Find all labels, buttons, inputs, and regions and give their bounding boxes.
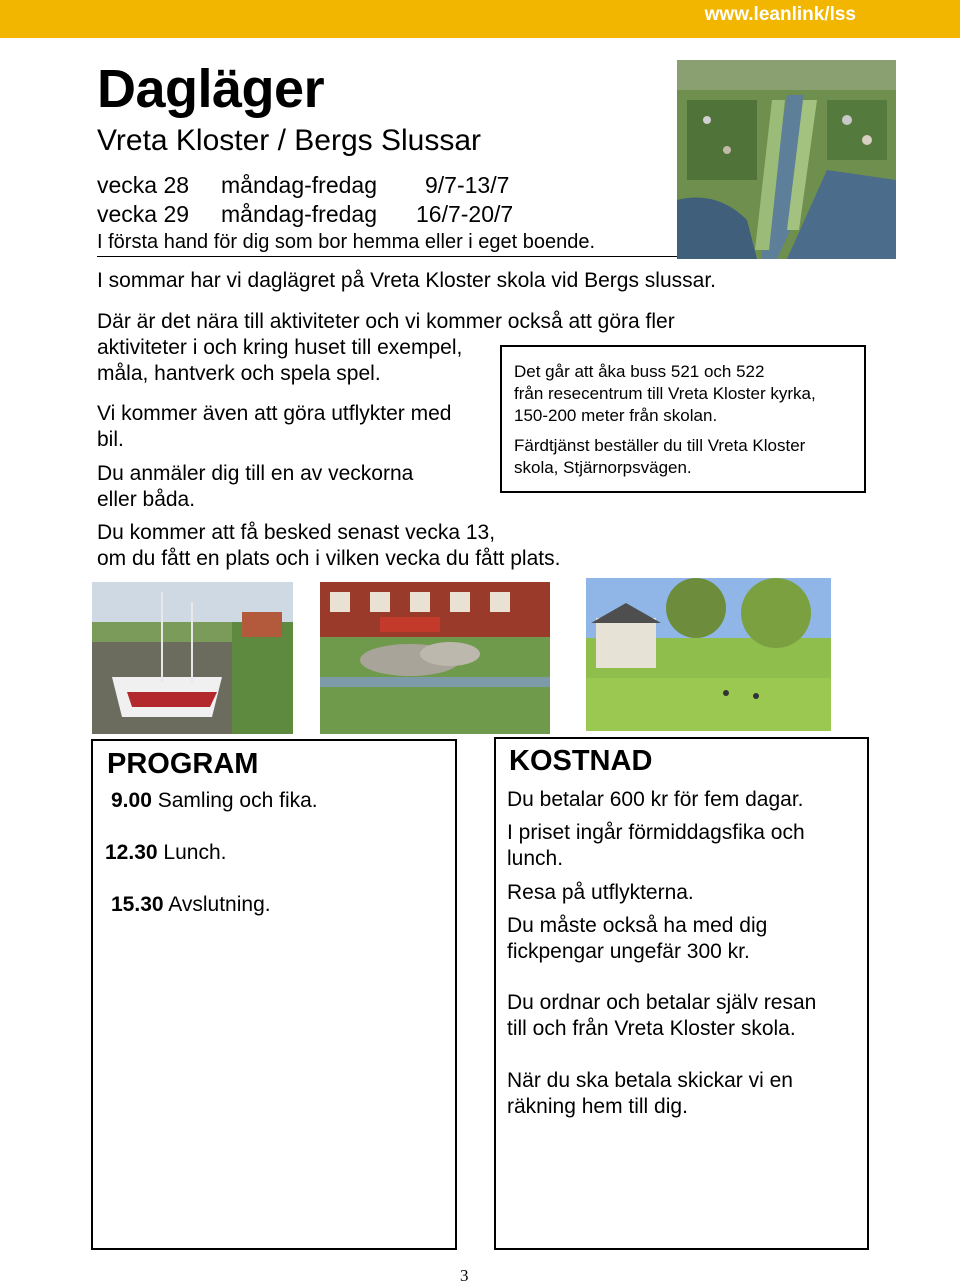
program-item [111, 789, 318, 813]
school-park-photo [586, 578, 831, 731]
cost-travel-line-1: Du ordnar och betalar själv resan [507, 991, 817, 1014]
week-label: vecka 29 [97, 201, 190, 227]
cost-invoice-line-2: räkning hem till dig. [507, 1095, 688, 1118]
cost-travel [507, 990, 816, 1042]
cost-invoice [507, 1068, 793, 1120]
intro-paragraph: I sommar har vi daglägret på Vreta Kloster skola vid Bergs slussar. [97, 269, 716, 292]
bus-line-2: från resecentrum till Vreta Kloster kyrka, [514, 384, 816, 403]
program-text: Samling och fika. [157, 789, 318, 812]
bus-line-3: 150-200 meter från skolan. [514, 406, 718, 425]
week-days: måndag-fredag [221, 201, 377, 227]
program-heading: PROGRAM [107, 748, 259, 780]
week-dates: 16/7-20/7 [416, 201, 514, 227]
program-item [105, 841, 226, 865]
cost-pocket-line-1: Du måste också ha med dig [507, 914, 768, 937]
cost-included-line-1: I priset ingår förmiddagsfika och [507, 821, 805, 844]
school-garden-photo [320, 582, 550, 734]
cost-included-line-2: lunch. [507, 847, 564, 870]
week-dates: 9/7-13/7 [425, 172, 510, 198]
bus-line-1: Det går att åka buss 521 och 522 [514, 362, 765, 381]
week-label: vecka 28 [97, 172, 190, 198]
target-group: I första hand för dig som bor hemma eller i eget boende. [97, 231, 596, 253]
transport-info-box [500, 345, 866, 493]
page-number: 3 [460, 1266, 469, 1285]
notice-line-2: om du fått en plats och i vilken vecka du fått plats. [97, 547, 561, 570]
program-time: 9.00 [111, 789, 152, 812]
week-row-28 [97, 172, 510, 199]
cost-pocket-line-2: fickpengar ungefär 300 kr. [507, 940, 750, 963]
activities-line-1: Där är det nära till aktiviteter och vi kommer också att göra fler [97, 310, 675, 333]
cost-panel [494, 737, 869, 1250]
aerial-locks-image [677, 60, 896, 259]
aerial-locks-photo [677, 60, 896, 259]
signup-line-1: Du anmäler dig till en av veckorna [97, 462, 414, 485]
school-garden-image [320, 582, 550, 734]
signup-line-2: eller båda. [97, 488, 196, 511]
divider [97, 256, 677, 257]
cost-price: Du betalar 600 kr för fem dagar. [507, 788, 804, 811]
activities-line-2: aktiviteter i och kring huset till exempel, [97, 336, 463, 359]
page-subtitle: Vreta Kloster / Bergs Slussar [97, 124, 482, 157]
program-panel [91, 739, 457, 1250]
program-time: 12.30 [105, 841, 158, 864]
fardtjanst-line-2: skola, Stjärnorpsvägen. [514, 458, 692, 477]
cost-excursions: Resa på utflykterna. [507, 881, 694, 904]
program-text: Avslutning. [168, 893, 271, 916]
activities-line-3: måla, hantverk och spela spel. [97, 362, 381, 385]
school-park-image [586, 578, 831, 731]
boats-lock-image [92, 582, 293, 734]
excursion-line-1: Vi kommer även att göra utflykter med [97, 402, 452, 425]
notice-line-1: Du kommer att få besked senast vecka 13, [97, 521, 496, 544]
fardtjanst-line-1: Färdtjänst beställer du till Vreta Kloster [514, 436, 806, 455]
excursion-line-2: bil. [97, 428, 124, 451]
boats-lock-photo [92, 582, 293, 734]
cost-invoice-line-1: När du ska betala skickar vi en [507, 1069, 793, 1092]
program-text: Lunch. [163, 841, 227, 864]
program-item [111, 893, 271, 917]
cost-included [507, 820, 805, 872]
page-title: Dagläger [97, 59, 325, 119]
program-time: 15.30 [111, 893, 164, 916]
cost-travel-line-2: till och från Vreta Kloster skola. [507, 1017, 796, 1040]
site-url[interactable]: www.leanlink/lss [704, 4, 856, 25]
week-days: måndag-fredag [221, 172, 377, 198]
cost-heading: KOSTNAD [509, 745, 653, 777]
week-row-29 [97, 201, 514, 228]
cost-pocket-money [507, 913, 767, 965]
